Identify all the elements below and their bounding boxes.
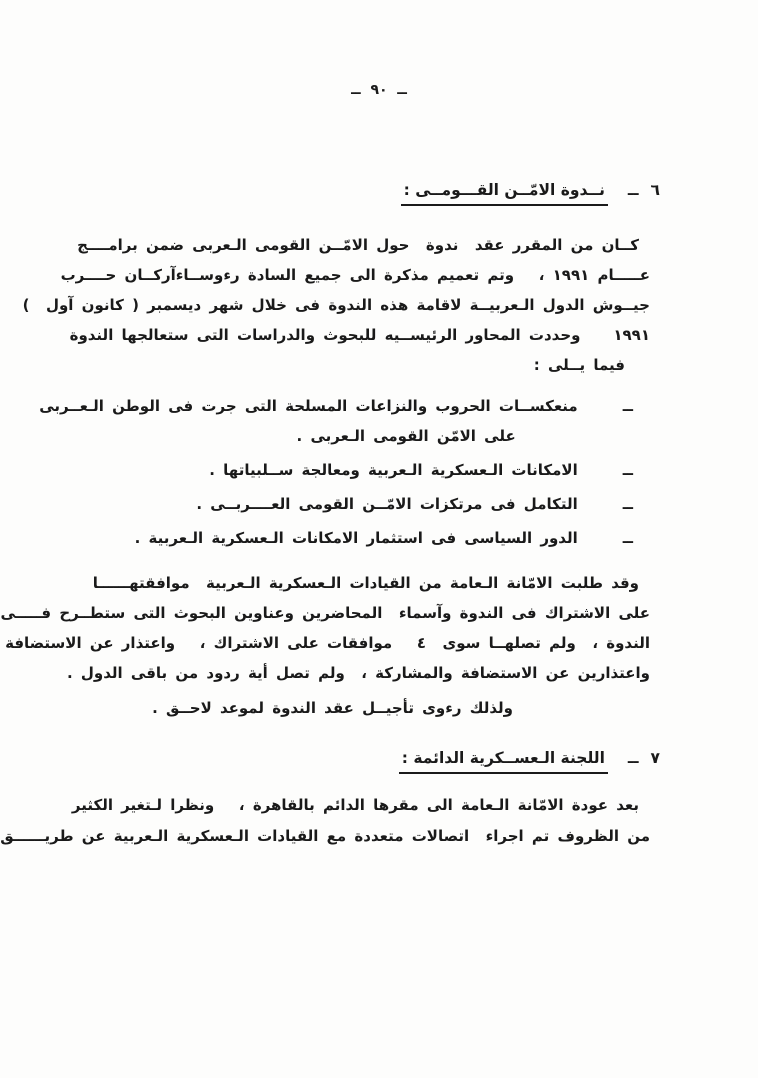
bullet-text [135,523,578,553]
text-line: الندوة ، ولم تصلهــا سوى ٤ موافقات على الاشتراك ، واعتذار عن الاستضافة [5,634,650,652]
text-line: فيما يــلى : [533,356,625,374]
bullet-dash-marker: ــ [622,495,633,513]
text-line: الامكانات الـعسكرية الـعربية ومعالجة ســلبياتها . [209,461,578,479]
text-line: ١٩٩١ وحددت المحاور الرئيســيه للبحوث والدراسات التى ستعالجها الندوة [69,326,650,344]
text-line: على الامّن القومى الـعربى . [296,427,516,445]
bullet-dash-marker: ــ [622,461,633,479]
section-6-paragraph-1 [16,230,650,380]
text-line: الدور السياسى فى استثمار الامكانات الـعسكرية الـعربية . [134,529,578,547]
bullet-item [16,489,633,519]
text-line: وقد طلبت الامّانة الـعامة من القيادات الـعسكرية الـعربية موافقتهــــــا [92,574,639,592]
text-line: التكامل فى مرتكزات الامّــن القومى العــــربــى . [196,495,578,513]
bullet-item [16,455,633,485]
heading-dash-marker: ــ [627,181,639,199]
bullet-dash-marker: ــ [622,397,633,415]
section-7-title: اللجنة الـعســكرية الدائمة : [399,749,608,774]
section-6-number: ٦ [650,181,660,199]
text-line: من الظروف تم اجراء اتصالات متعددة مع القيادات الـعسكرية الـعربية عن طريــــــق [0,827,650,845]
bullet-item [16,391,633,451]
text-line: كــان من المقرر عقد ندوة حول الامّــن القومى الـعربى ضمن برامــــج [77,236,639,254]
text-line: جيــوش الدول الـعربيــة لاقامة هذه الندوة فى خلال شهر ديسمبر ( كانون آول ) [22,296,650,314]
bullet-text [39,391,578,451]
heading-dash-marker: ــ [627,749,639,767]
text-line: على الاشتراك فى الندوة وآسماء المحاضرين وعناوين البحوث التى ستطــرح فـــــى [0,604,650,622]
section-6-closing-line: ولذلك رءوى تأجيــل عقد الندوة لموعد لاحــق . [152,699,513,717]
section-6-heading [401,181,660,206]
section-7-heading [399,749,660,774]
section-6-paragraph-2 [0,568,650,688]
bullet-item [16,523,633,553]
text-line: واعتذارين عن الاستضافة والمشاركة ، ولم تصل أية ردود من باقى الدول . [66,664,650,682]
page-number: ــ ٩٠ ــ [351,82,407,98]
text-line: بعد عودة الامّانة الـعامة الى مقرها الدائم بالقاهرة ، ونظرا لـتغير الكثير [71,796,639,814]
section-7-paragraph-1 [0,790,650,852]
bullet-dash-marker: ــ [622,529,633,547]
bullet-text [196,489,577,519]
text-line: منعكســات الحروب والنزاعات المسلحة التى جرت فى الوطن الـعــربى [39,397,578,415]
bullet-text [209,455,578,485]
section-6-title: نــدوة الامّــن القـــومــى : [401,181,608,206]
text-line: عـــــام ١٩٩١ ، وتم تعميم مذكرة الى جميع السادة رءوســاءآركــان حــــرب [60,266,650,284]
bullet-list [16,391,633,557]
section-7-number: ٧ [650,749,660,767]
